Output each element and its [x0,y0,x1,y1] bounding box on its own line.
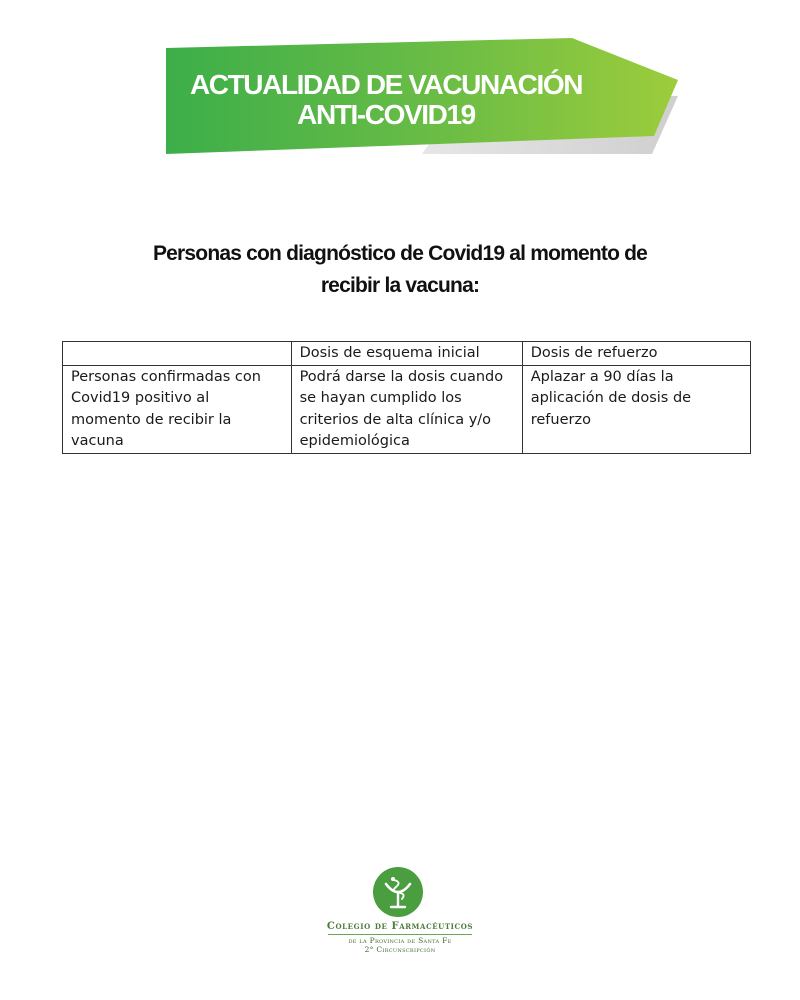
cell-booster-dose: Aplazar a 90 días la aplicación de dosis de refuerzo [522,365,750,453]
organization-logo [300,858,500,958]
cell-group: Personas confirmadas con Covid19 positivo al momento de recibir la vacuna [63,365,292,453]
banner-title [162,70,610,130]
vaccination-table [62,341,751,454]
table-row [63,365,751,453]
logo-district: 2° Circunscripción [364,945,436,954]
section-heading [80,238,720,302]
section-heading-line1: Personas con diagnóstico de Covid19 al momento de [152,242,648,265]
banner-title-line1: ACTUALIDAD DE VACUNACIÓN [189,69,583,100]
logo-divider [328,934,472,935]
logo-province: de la Provincia de Santa Fe [348,936,452,945]
banner-title-line2: ANTI-COVID19 [297,99,475,130]
table-header-row [63,342,751,366]
section-heading-line2: recibir la vacuna: [320,274,480,297]
column-header-initial-dose: Dosis de esquema inicial [291,342,522,366]
cell-initial-dose: Podrá darse la dosis cuando se hayan cumplido los criterios de alta clínica y/o epidemiológica [291,365,522,453]
pharmacy-caduceus-icon [372,866,424,918]
header-banner [162,36,682,160]
logo-org-name: Colegio de Farmacéuticos [326,921,474,932]
column-header-group [63,342,292,366]
column-header-booster-dose: Dosis de refuerzo [522,342,750,366]
